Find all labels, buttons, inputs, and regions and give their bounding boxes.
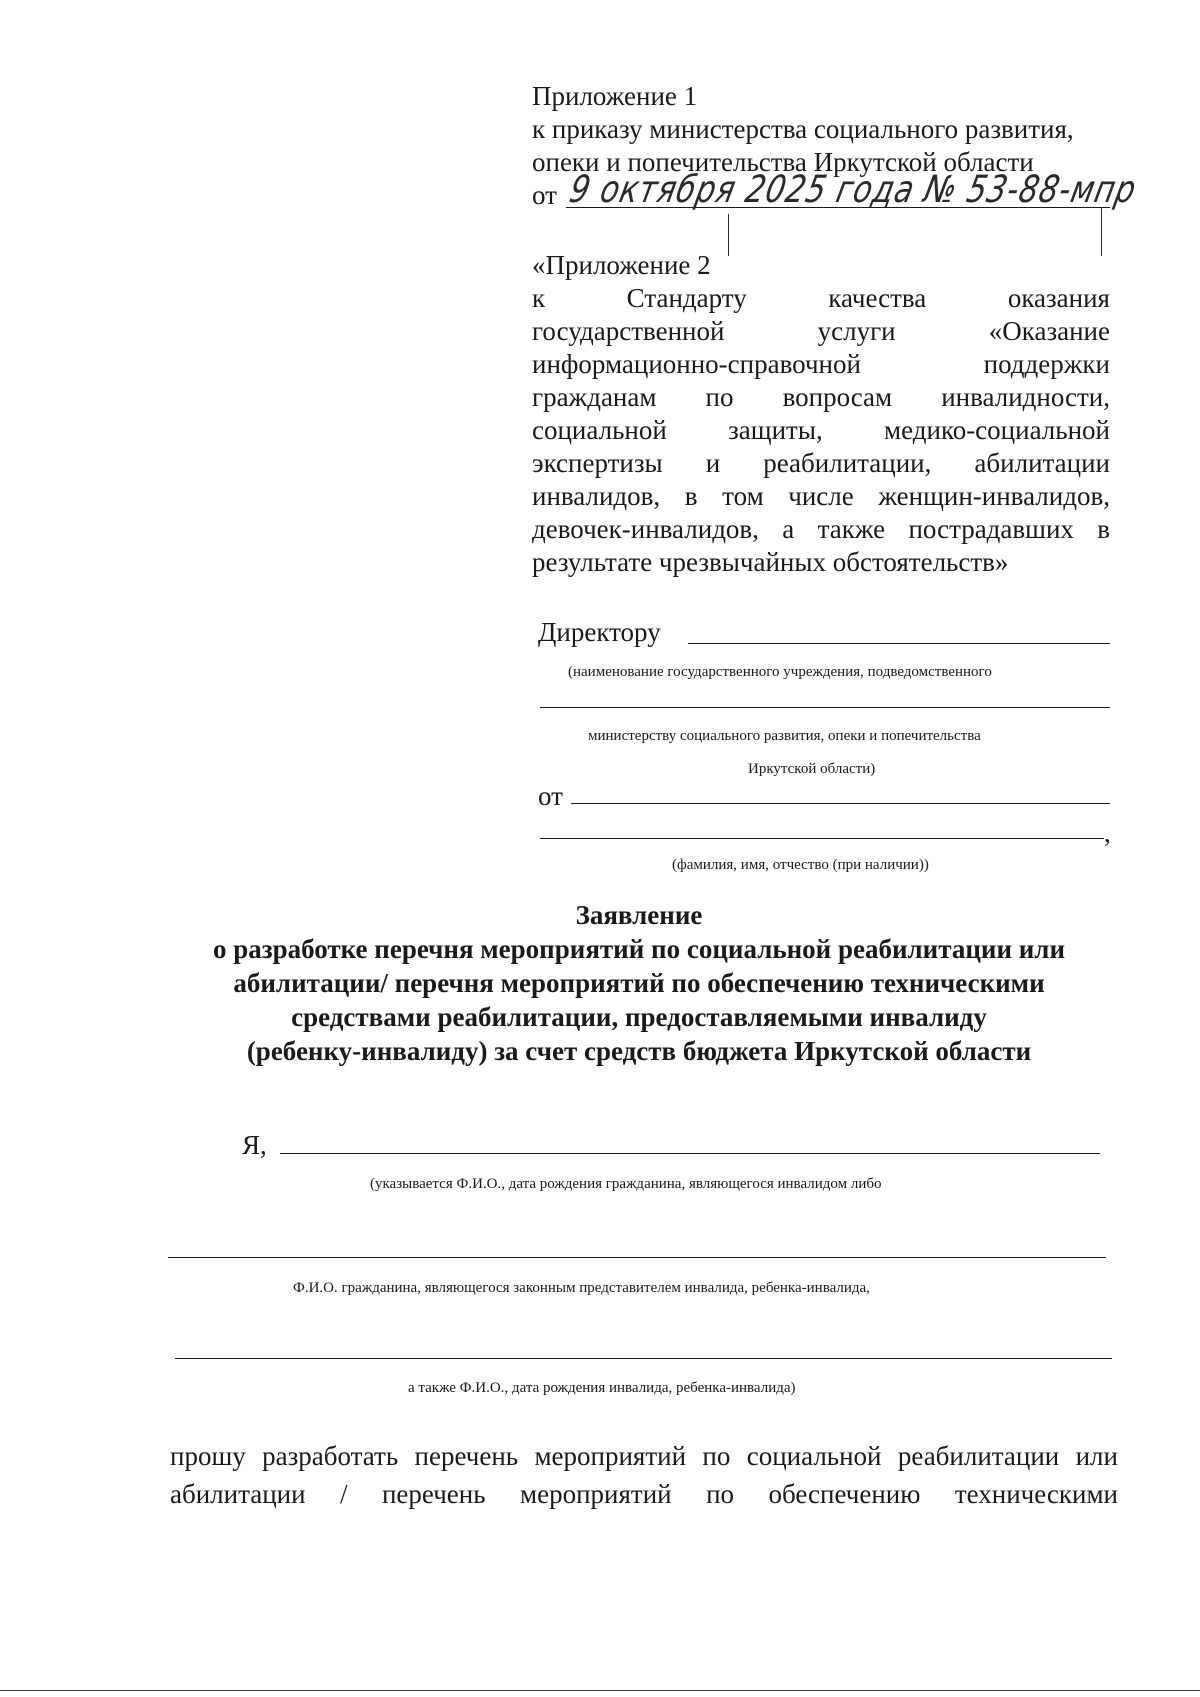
appendix2-line (532, 348, 1110, 381)
word: по (702, 1441, 731, 1471)
word: поддержки (983, 349, 1110, 379)
applicant-hint: (указывается Ф.И.О., дата рождения гражданина, являющегося инвалидом либо (370, 1176, 882, 1192)
title-heading: Заявление (575, 900, 703, 930)
institution-hint-end: Иркутской области) (748, 761, 876, 777)
word: государственной (532, 316, 725, 346)
appendix2-line (532, 315, 1110, 348)
word: в (684, 481, 698, 511)
word: перечень (414, 1441, 519, 1471)
comma: , (1104, 818, 1111, 848)
application-title (150, 898, 1128, 1068)
word: техническими (954, 1479, 1118, 1509)
director-field[interactable] (688, 643, 1110, 644)
word: а (782, 514, 795, 544)
title-line: абилитации/ перечня мероприятий по обеспечению техническими (233, 968, 1045, 998)
institution-field[interactable] (540, 707, 1110, 708)
ministry-name: опеки и попечительства Иркутской области (532, 147, 1034, 177)
word: разработать (262, 1441, 399, 1471)
disabled-person-field[interactable] (175, 1358, 1112, 1359)
word: вопросам (782, 382, 893, 412)
appendix2-line (532, 513, 1110, 546)
word: и (705, 448, 721, 478)
director-hint: (наименование государственного учреждения, подведомственного (568, 664, 992, 680)
word: абилитации (170, 1479, 306, 1509)
title-line: средствами реабилитации, предоставляемыми инвалиду (291, 1002, 987, 1032)
word: гражданам (532, 382, 657, 412)
appendix2-reference (532, 249, 1110, 579)
word: защиты, (728, 415, 823, 445)
word: мероприятий (534, 1441, 687, 1471)
word: инвалидов, (532, 481, 661, 511)
word: женщин-инвалидов, (878, 481, 1110, 511)
representative-field[interactable] (168, 1257, 1106, 1258)
word: числе (788, 481, 854, 511)
representative-hint: Ф.И.О. гражданина, являющегося законным представителем инвалида, ребенка-инвалида, (293, 1280, 870, 1296)
appendix2-title: «Приложение 2 (532, 250, 711, 280)
word: реабилитации, (763, 448, 932, 478)
word: информационно-справочной (532, 349, 861, 379)
word: том (722, 481, 764, 511)
appendix2-line (532, 480, 1110, 513)
page-bottom-edge (0, 1690, 1200, 1691)
word: девочек-инвалидов, (532, 514, 759, 544)
word: качества (828, 283, 927, 313)
appendix2-line (532, 381, 1110, 414)
appendix2-text (532, 282, 1110, 546)
word: обеспечению (768, 1479, 921, 1509)
word: или (1075, 1441, 1118, 1471)
word: медико-социальной (884, 415, 1110, 445)
appendix2-last-line: результате чрезвычайных обстоятельств» (532, 547, 1009, 577)
word: по (706, 1479, 735, 1509)
word: перечень (381, 1479, 486, 1509)
director-label: Директору (538, 617, 661, 647)
word: реабилитации (897, 1441, 1060, 1471)
word: пострадавших (908, 514, 1074, 544)
word: социальной (532, 415, 667, 445)
request-line (170, 1437, 1118, 1475)
title-line: (ребенку-инвалиду) за счет средств бюджета Иркутской области (246, 1036, 1032, 1066)
appendix2-line (532, 414, 1110, 447)
from-field-2[interactable] (540, 838, 1104, 839)
word: экспертизы (532, 448, 663, 478)
word: мероприятий (520, 1479, 672, 1509)
word: / (340, 1479, 348, 1509)
appendix2-line (532, 282, 1110, 315)
word: абилитации (974, 448, 1110, 478)
name-hint: (фамилия, имя, отчество (при наличии)) (672, 857, 929, 873)
applicant-name-field[interactable] (280, 1153, 1100, 1154)
i-label: Я, (242, 1130, 267, 1160)
word: услуги (817, 316, 896, 346)
handwritten-order-date: 9 октября 2025 года № 53-88-мпр (565, 168, 1141, 212)
disabled-person-hint: а также Ф.И.О., дата рождения инвалида, ребенка-инвалида) (408, 1380, 796, 1396)
request-line (170, 1475, 1118, 1513)
word: в (1097, 514, 1110, 544)
appendix-number: Приложение 1 (532, 81, 698, 111)
word: также (817, 514, 886, 544)
order-date-label: от (532, 180, 557, 210)
word: инвалидности, (941, 382, 1110, 412)
request-paragraph (170, 1437, 1118, 1513)
appendix2-line (532, 447, 1110, 480)
word: прошу (170, 1441, 246, 1471)
word: социальной (746, 1441, 882, 1471)
order-reference: к приказу министерства социального развития, (532, 114, 1074, 144)
from-field[interactable] (571, 803, 1110, 804)
from-label: от (538, 781, 563, 811)
word: оказания (1007, 283, 1110, 313)
word: к (532, 283, 546, 313)
word: Стандарту (626, 283, 747, 313)
word: «Оказание (988, 316, 1110, 346)
institution-hint: министерству социального развития, опеки и попечительства (588, 728, 981, 744)
word: по (705, 382, 734, 412)
title-line: о разработке перечня мероприятий по социальной реабилитации или (212, 934, 1066, 964)
